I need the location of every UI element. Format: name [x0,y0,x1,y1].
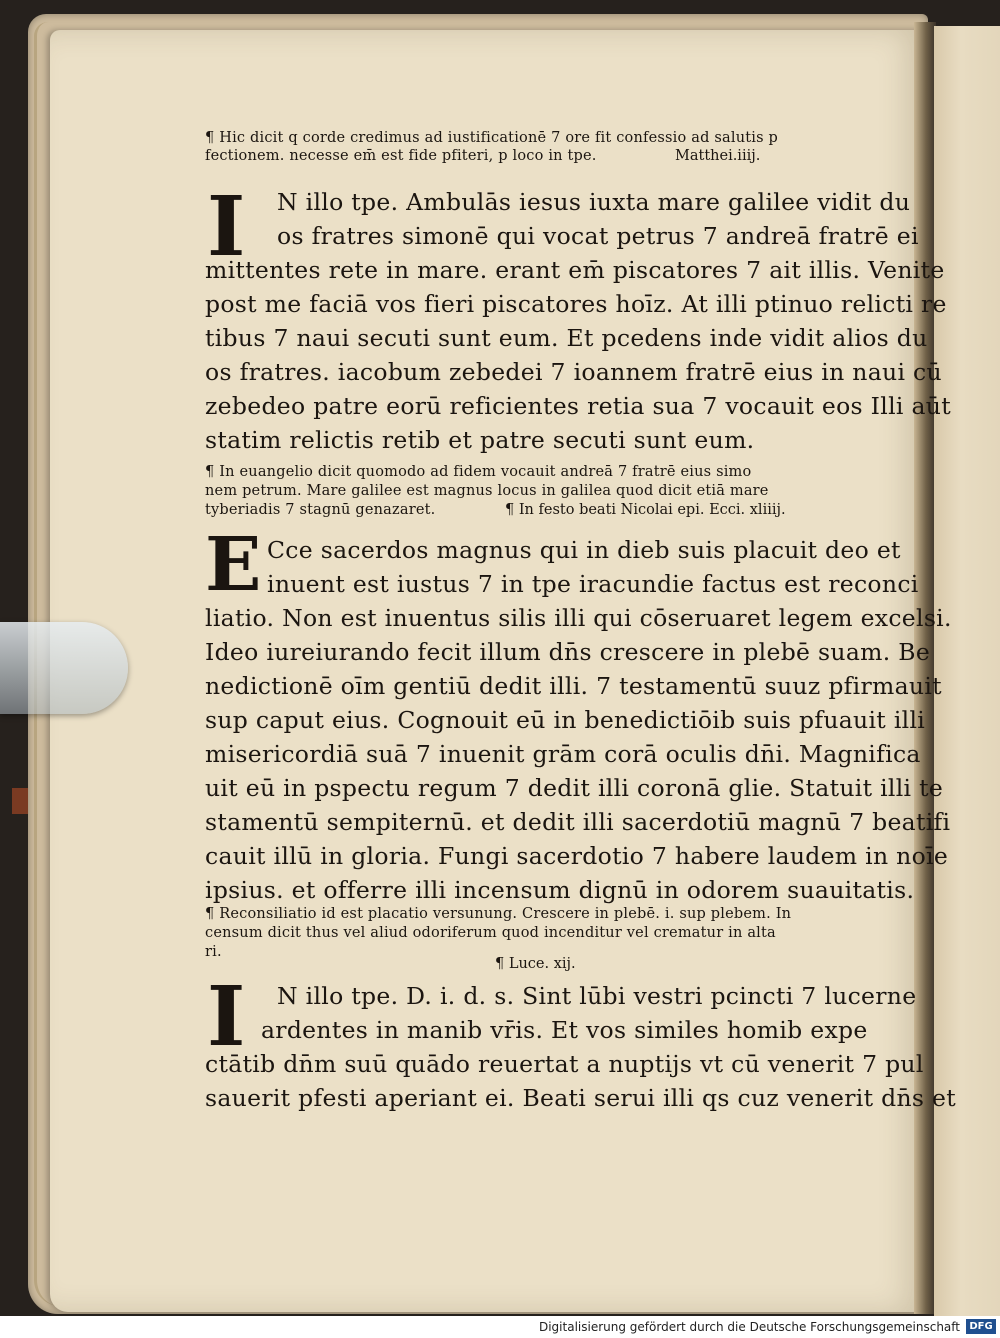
text-line: N illo tpe. Ambulās iesus iuxta mare galilee vidit du [277,188,911,216]
note-line: nem petrum. Mare galilee est magnus locus in galilea quod dicit etiā mare [205,483,769,499]
decorated-initial: I [207,179,246,275]
note-line: tyberiadis 7 stagnū genazaret. [205,502,436,518]
text-line: Cce sacerdos magnus qui in dieb suis placuit deo et [267,536,901,564]
text-line: sauerit pfesti aperiant ei. Beati serui illi qs cuz venerit dn̄s et [205,1084,956,1112]
note-line: fectionem. necesse em̄ est fide pfiteri, p loco in tpe. [205,148,597,164]
note-line: censum dicit thus vel aliud odoriferum quod incenditur vel crematur in alta [205,925,776,941]
text-line: sup caput eius. Cognouit eū in benedictiōib suis pfuauit illi [205,706,926,734]
text-line: zebedeo patre eorū reficientes retia sua 7 vocauit eos Illi aūt [205,392,951,420]
note-line: ¶ Reconsiliatio id est placatio versunung. Crescere in plebē. i. sup plebem. In [205,906,792,922]
text-line: os fratres. iacobum zebedei 7 ioannem fratrē eius in naui cū [205,358,942,386]
text-line: Ideo iureiurando fecit illum dn̄s crescere in plebē suam. Be [205,638,931,666]
book-gutter [914,22,936,1314]
text-line: post me faciā vos fieri piscatores hoīz. At illi ptinuo relicti re [205,290,947,318]
gospel-reference: ¶ Luce. xij. [495,956,576,972]
note-line: ¶ Hic dicit q corde credimus ad iustificationē 7 ore fit confessio ad salutis p [205,130,779,146]
text-line: ctātib dn̄m suū quādo reuertat a nuptijs vt cū venerit 7 pul [205,1050,924,1078]
text-line: uit eū in pspectu regum 7 dedit illi coronā glie. Statuit illi te [205,774,944,802]
note-line: ¶ In euangelio dicit quomodo ad fidem vocauit andreā 7 fratrē eius simo [205,464,752,480]
text-line: misericordiā suā 7 inuenit grām corā oculis dn̄i. Magnifica [205,740,921,768]
feast-reference: ¶ In festo beati Nicolai epi. Ecci. xliiij. [505,502,786,518]
text-line: ardentes in manib vr̄is. Et vos similes homib expe [261,1016,868,1044]
gospel-reference: Matthei.iiij. [675,148,761,164]
dfg-logo: DFG [966,1319,996,1334]
footer-bar [0,1316,1000,1338]
text-line: inuent est iustus 7 in tpe iracundie factus est reconci [267,570,919,598]
page-clip [0,622,128,714]
text-line: liatio. Non est inuentus silis illi qui cōseruaret legem excelsi. [205,604,952,632]
decorated-initial: I [207,969,246,1065]
note-line: ri. [205,944,222,960]
text-line: nedictionē oīm gentiū dedit illi. 7 testamentū suuz pfirmauit [205,672,942,700]
funding-credit: Digitalisierung gefördert durch die Deutsche Forschungsgemeinschaft [538,1320,960,1334]
text-line: tibus 7 naui secuti sunt eum. Et pcedens inde vidit alios du [205,324,928,352]
text-line: statim relictis retib et patre secuti sunt eum. [205,426,755,454]
text-line: stamentū sempiternū. et dedit illi sacerdotiū magnū 7 beatifi [205,808,951,836]
facing-page-edge [934,26,1000,1316]
decorated-initial: E [205,522,262,608]
text-line: ipsius. et offerre illi incensum dignū in odorem suauitatis. [205,876,915,904]
text-line: mittentes rete in mare. erant em̄ piscatores 7 ait illis. Venite [205,256,945,284]
bookmark-tab [12,788,28,814]
text-line: N illo tpe. D. i. d. s. Sint lūbi vestri pcincti 7 lucerne [277,982,917,1010]
text-line: os fratres simonē qui vocat petrus 7 andreā fratrē ei [277,222,919,250]
text-line: cauit illū in gloria. Fungi sacerdotio 7 habere laudem in noīe [205,842,949,870]
